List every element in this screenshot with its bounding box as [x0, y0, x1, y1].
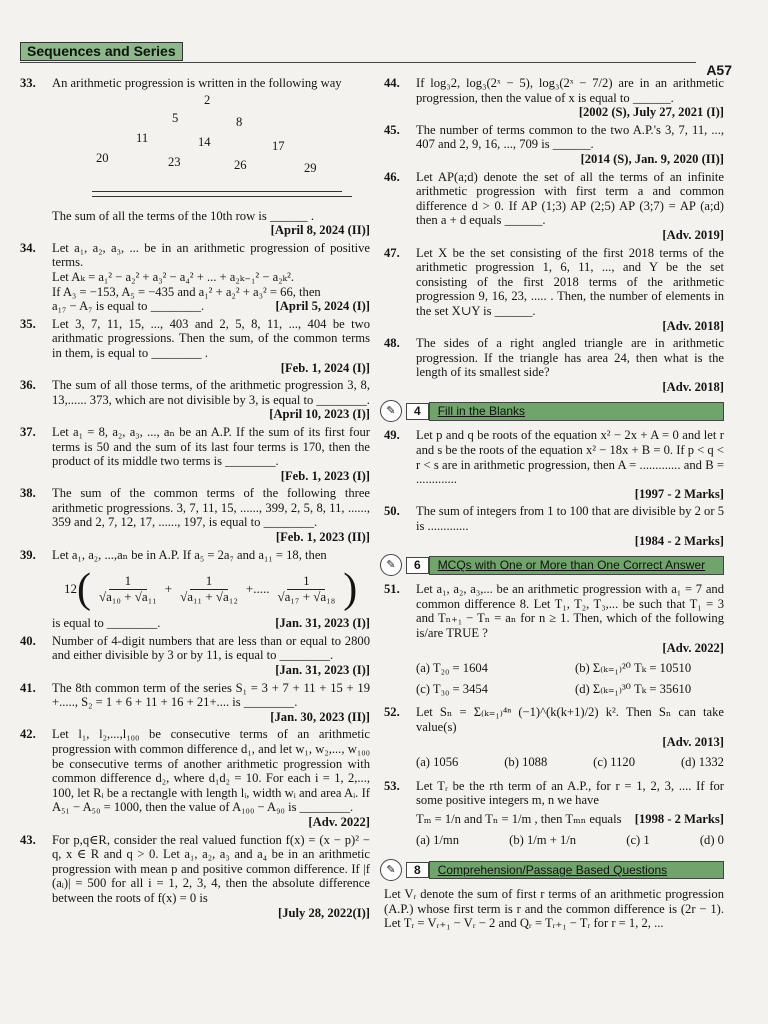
q53-options	[416, 833, 724, 848]
ap-triangle: 2 5 8 11 14 17 20 23 26 29	[96, 92, 317, 175]
q36-source: [April 10, 2023 (I)]	[269, 407, 370, 422]
q50-source: [1984 - 2 Marks]	[634, 533, 724, 548]
question-45: 45. The number of terms common to the two A.P.'s 3, 7, 11, ..., 407 and 2, 9, 16, ..., 709 is ______. [2014 (S), Jan. 9, 2020 (II)]	[384, 122, 724, 166]
q35-source: [Feb. 1, 2024 (I)]	[280, 360, 370, 375]
q46-source: [Adv. 2019]	[662, 227, 724, 242]
option-a[interactable]: (a) 1/mn	[416, 832, 460, 847]
question-46: 46. Let AP(a;d) denote the set of all the terms of an infinite arithmetic progression with first term a and common difference d > 0. If AP (1;3) AP (2;5) AP (3;7) = AP (a;d) then a + d equals ______. [Adv. 2019]	[384, 169, 724, 242]
brain-icon: ✎	[380, 554, 402, 576]
right-column	[384, 76, 724, 931]
question-50: 50. The sum of integers from 1 to 100 that are divisible by 2 or 5 is ............. [1984 - 2 Marks]	[384, 504, 724, 548]
question-48: 48. The sides of a right angled triangle are in arithmetic progression. If the triangle has area 24, then what is the length of its smallest side? [Adv. 2018]	[384, 336, 724, 394]
q47-source: [Adv. 2018]	[662, 318, 724, 333]
question-36: 36. The sum of all those terms, of the arithmetic progression 3, 8, 13,...... 373, which are not divisible by 3, is equal to ________. [April 10, 2023 (I)]	[20, 378, 370, 422]
chapter-title: Sequences and Series	[20, 42, 183, 61]
question-35: 35. Let 3, 7, 11, 15, ..., 403 and 2, 5, 8, 11, ..., 404 be two arithmatic progressions. Then the sum, of the common terms in them, is equal to ________ . [Feb. 1, 2024 (I)]	[20, 316, 370, 375]
brain-icon: ✎	[380, 859, 402, 881]
option-b[interactable]: (b) 1/m + 1/n	[509, 832, 577, 847]
section-header-fill-blanks: ✎ 4 Fill in the Blanks	[380, 400, 724, 422]
q49-source: [1997 - 2 Marks]	[634, 486, 724, 501]
option-d[interactable]: (d) 1332	[680, 755, 724, 770]
divider	[92, 196, 352, 197]
q53-source: [1998 - 2 Marks]	[634, 811, 724, 826]
option-c[interactable]: (c) T₃₀ = 3454	[416, 681, 488, 696]
option-c[interactable]: (c) 1	[626, 832, 650, 847]
question-42: 42. Let l₁, l₂,...,l₁₀₀ be consecutive terms of an arithmetic progression with common difference d₁, and let w₁, w₂,..., w₁₀₀ be consecutive terms of another arithmetic progression with common difference d₂, where d₁d₂ = 10. For each i = 1, 2,..., 100, let Rᵢ be a rectangle with length lᵢ, width wᵢ and area Aᵢ. If A₅₁ − A₅₀ = 1000, then the value of A₁₀₀ − A₉₀ is ________. [Adv. 2022]	[20, 727, 370, 829]
section-header-mcq: ✎ 6 MCQs with One or More than One Correct Answer	[380, 554, 724, 576]
q33-ask: The sum of all the terms of the 10th row is ______ .	[52, 208, 314, 223]
question-41: 41. The 8th common term of the series S₁ = 3 + 7 + 11 + 15 + 19 +....., S₂ = 1 + 6 + 11 + 16 + 21+.... is ________. [Jan. 30, 2023 (II)]	[20, 680, 370, 724]
divider	[92, 191, 342, 192]
q51-options	[416, 661, 724, 696]
q33-source: [April 8, 2024 (II)]	[270, 223, 370, 238]
question-38: 38. The sum of the common terms of the following three arithmetic progressions. 3, 7, 11, 15, ......, 399, 2, 5, 8, 11, ......, 359 and 2, 7, 12, 17, ......, 197, is equal to ________. [Feb. 1, 2023 (II)]	[20, 486, 370, 545]
brain-icon: ✎	[380, 400, 402, 422]
q45-source: [2014 (S), Jan. 9, 2020 (II)]	[580, 151, 724, 166]
page-number: A57	[706, 62, 732, 78]
question-51: 51. Let a₁, a₂, a₃,... be an arithmetic progression with a₁ = 7 and common difference 8. Let T₁, T₂, T₃,... be such that T₁ = 3 and Tₙ₊₁ − Tₙ = aₙ for n ≥ 1. Then, which of the following is/are TRUE ? [Adv. 2022] (a) T₂₀ = 1604 (b) Σ₍ₖ₌₁₎²⁰ Tₖ = 10510 (c) T₃₀ = 3454 (d) Σ₍ₖ₌₁₎³⁰ Tₖ = 35610	[384, 582, 724, 696]
question-34: 34. Let a₁, a₂, a₃, ... be in an arithmetic progression of positive terms. Let Aₖ = a₁² − a₂² + a₃² − a₄² + ... + a₂ₖ₋₁² − a₂ₖ². If A₃ = −153, A₅ = −435 and a₁² + a₂² + a₃² = 66, then a₁₇ − A₇ is equal to ________. [April 5, 2024 (I)]	[20, 240, 370, 314]
q42-source: [Adv. 2022]	[308, 814, 370, 829]
question-40: 40. Number of 4-digit numbers that are less than or equal to 2800 and either divisible by 3 or by 11, is equal to ________. [Jan. 31, 2023 (I)]	[20, 633, 370, 678]
section-header-comprehension: ✎ 8 Comprehension/Passage Based Questions	[380, 859, 724, 881]
question-52: 52. Let Sₙ = Σ₍ₖ₌₁₎⁴ⁿ (−1)^(k(k+1)/2) k². Then Sₙ can take value(s) [Adv. 2013] (a) 1056 (b) 1088 (c) 1120 (d) 1332	[384, 705, 724, 770]
question-43: 43. For p,q∈R, consider the real valued function f(x) = (x − p)² − q, x ∈ R and q > 0. Let a₁, a₂, a₃ and a₄ be in an arithmetic progression with mean p and positive common difference. If |f (aᵢ)| = 500 for all i = 1, 2, 3, 4, then the absolute difference between the roots of f(x) = 0 is [July 28, 2022(I)]	[20, 832, 370, 920]
comprehension-passage: Let Vᵣ denote the sum of first r terms of an arithmetic progression (A.P.) whose first term is r and the common difference is (2r − 1). Let Tᵣ = Vᵣ₊₁ − Vᵣ − 2 and Qᵣ = Tᵣ₊₁ − Tᵣ for r = 1, 2, ...	[384, 887, 724, 931]
question-44: 44. If log₃2, log₃(2ˣ − 5), log₃(2ˣ − 7/2) are in an arithmetic progression, then the value of x is equal to ______. [2002 (S), July 27, 2021 (I)]	[384, 76, 724, 120]
q41-source: [Jan. 30, 2023 (II)]	[270, 709, 370, 724]
option-b[interactable]: (b) Σ₍ₖ₌₁₎²⁰ Tₖ = 10510	[575, 661, 692, 676]
header-rule	[20, 62, 696, 63]
question-49: 49. Let p and q be roots of the equation x² − 2x + A = 0 and let r and s be the roots of the equation x² − 18x + B = 0. If p < q < r < s are in arithmetic progression, then A = ............. and B = ............. [1997 - 2 Marks]	[384, 428, 724, 501]
q38-source: [Feb. 1, 2023 (II)]	[275, 530, 370, 545]
q37-source: [Feb. 1, 2023 (I)]	[280, 468, 370, 483]
question-37: 37. Let a₁ = 8, a₂, a₃, ..., aₙ be an A.P. If the sum of its first four terms is 50 and the sum of its last four terms is 170, then the product of its middle two terms is ________. [Feb. 1, 2023 (I)]	[20, 424, 370, 483]
question-39: 39. Let a₁, a₂, ...,aₙ be in A.P. If a₅ = 2a₇ and a₁₁ = 18, then 12 ( $\frac{1}{\text{√a₁₀ + √a₁₁}}$ + $\frac{1}{\text{√a₁₁ + √a₁₂}}$ +..... $\frac{1}{\text{√a₁₇ + √a₁₈}}$ ) is equal to ________. [Jan. 31, 2023 (I)]	[20, 547, 370, 631]
option-c[interactable]: (c) 1120	[593, 755, 636, 770]
option-a[interactable]: (a) T₂₀ = 1604	[416, 661, 488, 676]
question-47: 47. Let X be the set consisting of the first 2018 terms of the arithmetic progression 1, 6, 11, ..., and Y be the set consisting of the first 2018 terms of the arithmetic progression 9, 16, 23, ..... . Then, the number of elements in the set X∪Y is ______. [Adv. 2018]	[384, 245, 724, 333]
option-d[interactable]: (d) 0	[699, 832, 724, 847]
q51-source: [Adv. 2022]	[662, 640, 724, 655]
q34-source: [April 5, 2024 (I)]	[275, 299, 370, 314]
q52-source: [Adv. 2013]	[662, 734, 724, 749]
q52-options	[416, 755, 724, 770]
question-53: 53. Let Tᵣ be the rth term of an A.P., for r = 1, 2, 3, .... If for some positive integers m, n we have Tₘ = 1/n and Tₙ = 1/m , then Tₘₙ equals [1998 - 2 Marks] (a) 1/mn (b) 1/m + 1/n (c) 1 (d) 0	[384, 778, 724, 847]
question-33: 33. An arithmetic progression is written in the following way 2 5 8 11 14 17 20 23 26 29 The sum of all the terms of the 10th row is ______ . [April 8, 2024 (II)]	[20, 76, 370, 238]
left-column	[20, 76, 370, 923]
q48-source: [Adv. 2018]	[662, 379, 724, 394]
reciprocal-sum-expression: 12 ( $\frac{1}{\text{√a₁₀ + √a₁₁}}$ + $\frac{1}{\text{√a₁₁ + √a₁₂}}$ +..... $\frac{1}{\text{√a₁₇ + √a₁₈}}$ )	[64, 566, 358, 613]
q43-source: [July 28, 2022(I)]	[278, 905, 370, 920]
option-a[interactable]: (a) 1056	[416, 755, 459, 770]
q40-source: [Jan. 31, 2023 (I)]	[275, 663, 370, 678]
q33-text: An arithmetic progression is written in the following way	[52, 76, 342, 90]
option-b[interactable]: (b) 1088	[504, 755, 548, 770]
q44-source: [2002 (S), July 27, 2021 (I)]	[578, 105, 724, 120]
q39-source: [Jan. 31, 2023 (I)]	[275, 616, 370, 631]
option-d[interactable]: (d) Σ₍ₖ₌₁₎³⁰ Tₖ = 35610	[575, 681, 692, 696]
